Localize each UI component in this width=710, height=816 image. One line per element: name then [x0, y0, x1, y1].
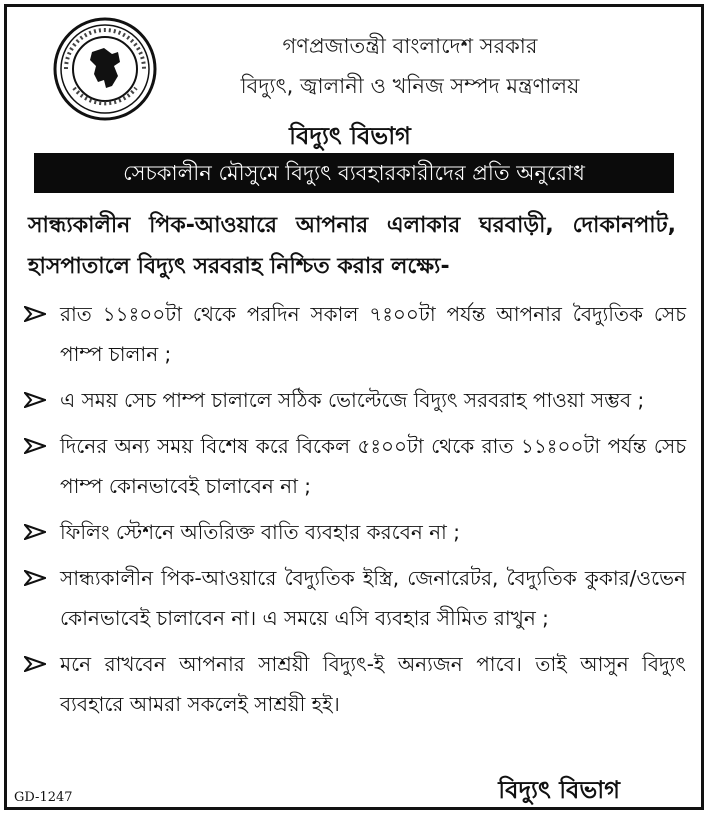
- intro-text: সান্ধ্যকালীন পিক-আওয়ারে আপনার এলাকার ঘরবাড়ী, দোকানপাট, হাসপাতালে বিদ্যুৎ সরবরাহ নিশ্চিত করার লক্ষ্যে-: [28, 213, 676, 279]
- list-item-text: সান্ধ্যকালীন পিক-আওয়ারে বৈদ্যুতিক ইস্ত্রি, জেনারেটর, বৈদ্যুতিক কুকার/ওভেন কোনভাবেই চালাবেন না। এ সময়ে এসি ব্যবহার সীমিত রাখুন ;: [60, 566, 686, 630]
- list-item-text: ফিলিং স্টেশনে অতিরিক্ত বাতি ব্যবহার করবেন না ;: [60, 520, 460, 544]
- notice-banner: সেচকালীন মৌসুমে বিদ্যুৎ ব্যবহারকারীদের প্রতি অনুরোধ: [34, 153, 674, 193]
- arrow-bullet-icon: [24, 438, 46, 454]
- arrow-bullet-icon: [24, 524, 46, 540]
- signature-division: বিদ্যুৎ বিভাগ: [498, 776, 620, 804]
- list-item-text: দিনের অন্য সময় বিশেষ করে বিকেল ৫ঃ০০টা থেকে রাত ১১ঃ০০টা পর্যন্ত সেচ পাম্প কোনভাবেই চালাবেন না ;: [60, 434, 686, 498]
- arrow-bullet-icon: [24, 570, 46, 586]
- ad-code: GD-1247: [14, 790, 73, 805]
- arrow-bullet-icon: [24, 656, 46, 672]
- list-item: [22, 426, 686, 506]
- arrow-bullet-icon: [24, 306, 46, 322]
- ministry-name: বিদ্যুৎ, জ্বালানী ও খনিজ সম্পদ মন্ত্রণালয়: [240, 74, 580, 98]
- division-title: বিদ্যুৎ বিভাগ: [289, 122, 411, 150]
- list-item: [22, 644, 686, 724]
- government-name: গণপ্রজাতন্ত্রী বাংলাদেশ সরকার: [282, 34, 538, 58]
- arrow-bullet-icon: [24, 392, 46, 408]
- list-item: [22, 512, 686, 552]
- instruction-list: [22, 294, 686, 730]
- list-item-text: মনে রাখবেন আপনার সাশ্রয়ী বিদ্যুৎ-ই অন্যজন পাবে। তাই আসুন বিদ্যুৎ ব্যবহারে আমরা সকলেই সাশ্রয়ী হই।: [60, 652, 686, 716]
- bangladesh-govt-seal-icon: [52, 16, 158, 122]
- list-item: [22, 558, 686, 638]
- list-item: [22, 380, 686, 420]
- list-item-text: রাত ১১ঃ০০টা থেকে পরদিন সকাল ৭ঃ০০টা পর্যন্ত আপনার বৈদ্যুতিক সেচ পাম্প চালান ;: [60, 302, 686, 366]
- list-item: [22, 294, 686, 374]
- list-item-text: এ সময় সেচ পাম্প চালালে সঠিক ভোল্টেজে বিদ্যুৎ সরবরাহ পাওয়া সম্ভব ;: [60, 388, 645, 412]
